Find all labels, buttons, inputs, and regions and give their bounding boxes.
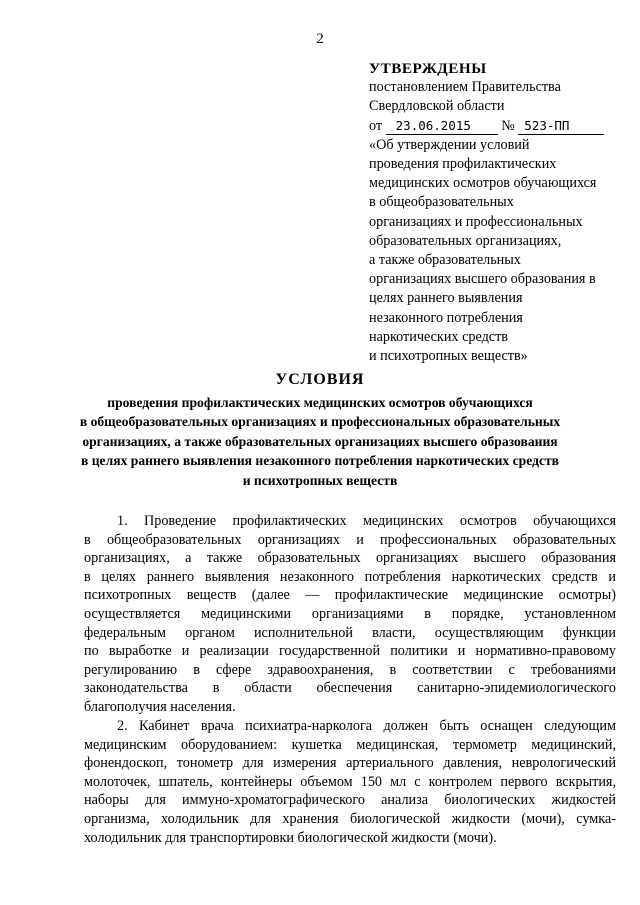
approval-about-line: а также образовательных [369,252,521,269]
paragraph-line: молоточек, шпатель, контейнеры объемом 150 мл с контролем первого вскрытия, [84,773,616,790]
paragraph-line: организациях, а также образовательных организациях высшего образования [84,550,616,567]
paragraph-line: 2. Кабинет врача психиатра-нарколога должен быть оснащен следующим [117,718,616,734]
subtitle-line: в общеобразовательных организациях и профессиональных образовательных [79,414,561,430]
paragraph-line: 1. Проведение профилактических медицинских осмотров обучающихся [117,513,616,529]
approval-line: постановлением Правительства [369,79,561,96]
paragraph-2 [84,717,616,847]
approval-header: УТВЕРЖДЕНЫ [369,60,487,77]
subtitle-line: и психотропных веществ [242,472,398,488]
approval-stamp [369,59,631,366]
subtitle-line: в целях раннего выявления незаконного потребления наркотических средств [80,453,559,469]
approval-date: 23.06.2015 [386,118,498,135]
approval-about-line: незаконного потребления [369,309,523,326]
approval-line: Свердловской области [369,98,505,115]
approval-about-line: в общеобразовательных [369,194,514,211]
paragraph-line: холодильник для транспортировки биологической жидкости (мочи). [84,829,497,846]
approval-about-line: наркотических средств [369,328,508,345]
paragraph-line: благополучия населения. [84,698,236,715]
paragraph-line: организма, холодильник для хранения биологической жидкости (мочи), сумка- [84,810,616,827]
approval-about-line: и психотропных веществ» [369,348,528,365]
approval-about-line: «Об утверждении условий [369,136,530,153]
number-prefix: № [501,117,515,134]
approval-about-line: медицинских осмотров обучающихся [369,175,597,192]
paragraph-line: наборы для иммуно-хроматографического анализа биологических жидкостей [84,792,616,809]
paragraph-1 [84,512,616,717]
paragraph-line: медицинским оборудованием: кушетка медицинская, термометр медицинский, [84,736,616,753]
approval-number: 523-ПП [518,118,604,135]
paragraph-line: федеральным органом исполнительной власти, осуществляющим функции [84,624,616,641]
approval-date-line [369,117,631,136]
paragraph-line: законодательства в области обеспечения санитарно-эпидемиологического [84,680,616,697]
paragraph-line: психотропных веществ (далее — профилактические медицинские осмотры) [84,587,616,604]
subtitle-line: проведения профилактических медицинских осмотров обучающихся [107,395,533,410]
approval-about-line: проведения профилактических [369,156,557,173]
paragraph-line: осуществляется медицинскими организациями в порядке, установленном [84,605,616,622]
paragraph-line: регулированию в сфере здравоохранения, в соответствии с требованиями [84,661,616,678]
paragraph-line: в общеобразовательных организациях и профессиональных образовательных [84,531,616,548]
subtitle-line: организациях, а также образовательных организациях высшего образования [82,433,558,449]
approval-about-line: целях раннего выявления [369,290,523,307]
date-prefix: от [369,117,383,134]
document-title-block [30,370,610,490]
paragraph-line: по выработке и реализации государственной политики и нормативно-правовому [84,643,616,660]
approval-about-line: образовательных организациях, [369,232,562,249]
paragraph-line: в целях раннего выявления незаконного потребления наркотических средств и [84,568,616,585]
document-title: УСЛОВИЯ [275,371,365,388]
approval-about-line: организациях и профессиональных [369,213,583,230]
document-subtitle [30,393,610,490]
approval-about-line: организациях высшего образования в [369,271,596,288]
paragraph-line: фонендоскоп, тонометр для измерения артериального давления, неврологический [84,755,616,772]
page-number: 2 [316,31,324,47]
